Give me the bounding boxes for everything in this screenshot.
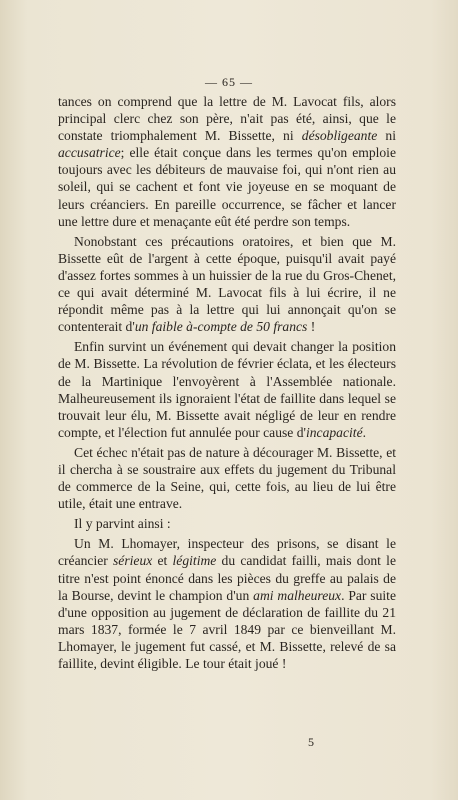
body-text (58, 93, 396, 672)
italic-text: légitime (172, 553, 217, 569)
italic-text: un faible à-compte de 50 francs (134, 319, 308, 335)
text-segment: et (152, 553, 173, 569)
paragraph (58, 515, 396, 532)
text-segment: ; elle était conçue dans les termes qu'on emploie toujours avec les débiteurs de mauvaise foi, qui n'ont rien au soleil, qui se cachent et font vie joyeuse en se moquant de leurs créanciers. En pareille occurrence, se fâcher et lancer une lettre dure et menaçante eût été perdre son temps. (58, 145, 396, 229)
italic-text: incapacité (305, 424, 363, 440)
text-segment: ni (377, 128, 396, 144)
text-segment: Nonobstant ces précautions oratoires, et bien que M. Bissette eût de l'argent à cette époque, puisqu'il avait payé d'assez fortes sommes à un huissier de la rue du Gros-Chenet, ce qui avait déterminé M. Lavocat fils à lui écrire, il ne répondit même pas à la lettre qui lui annonçait qu'on se contenterait d' (58, 233, 396, 335)
text-segment: Un M. Lhomayer, inspecteur des prisons, se disant le créancier (58, 536, 396, 569)
text-segment: tances on comprend que la lettre de M. Lavocat fils, alors principal clerc chez son père, n'ait pas été, ainsi, que le constate triomphalement M. Bissette, ni (58, 94, 396, 144)
italic-text: ami malheureux (253, 587, 342, 603)
text-segment: Enfin survint un événement qui devait changer la position de M. Bissette. La révolution de février éclata, et les électeurs de la Martinique l'envoyèrent à l'Assemblée nationale. Malheureusement ils ignoraient l'état de faillite dans lequel se trouvait leur élu, M. Bissette avait négligé de leur en rendre compte, et l'élection fut annulée pour cause d' (58, 339, 396, 440)
text-segment: . (362, 424, 367, 440)
italic-text: sérieux (113, 553, 153, 569)
page-number-header: — 65 — (205, 75, 253, 89)
text-segment: ! (307, 319, 316, 335)
printer-signature-mark: 5 (308, 735, 314, 749)
text-segment: . Par suite d'une opposition au jugement de déclaration de faillite du 21 mars 1837, formée le 7 avril 1849 par ce bienveillant M. Lhomayer, le jugement fut cassé, et M. Bissette, relevé de sa faillite, devint éligible. Le tour était joué ! (58, 587, 396, 671)
italic-text: désobligeante (301, 128, 378, 144)
paragraph (58, 233, 396, 336)
italic-text: accusatrice (58, 145, 121, 161)
paragraph (58, 93, 396, 230)
paragraph (58, 535, 396, 672)
text-segment: du candidat failli, mais dont le titre n'est point énoncé dans les pièces du greffe au palais de la Bourse, devint le champion d'un (58, 553, 396, 603)
paragraph (58, 338, 396, 441)
paragraph (58, 444, 396, 512)
text-segment: Il y parvint ainsi : (74, 516, 171, 532)
text-segment: Cet échec n'était pas de nature à décourager M. Bissette, et il chercha à se soustraire aux effets du jugement du Tribunal de commerce de la Seine, qui, cette fois, au lieu de lui être utile, était une entrave. (58, 444, 396, 512)
